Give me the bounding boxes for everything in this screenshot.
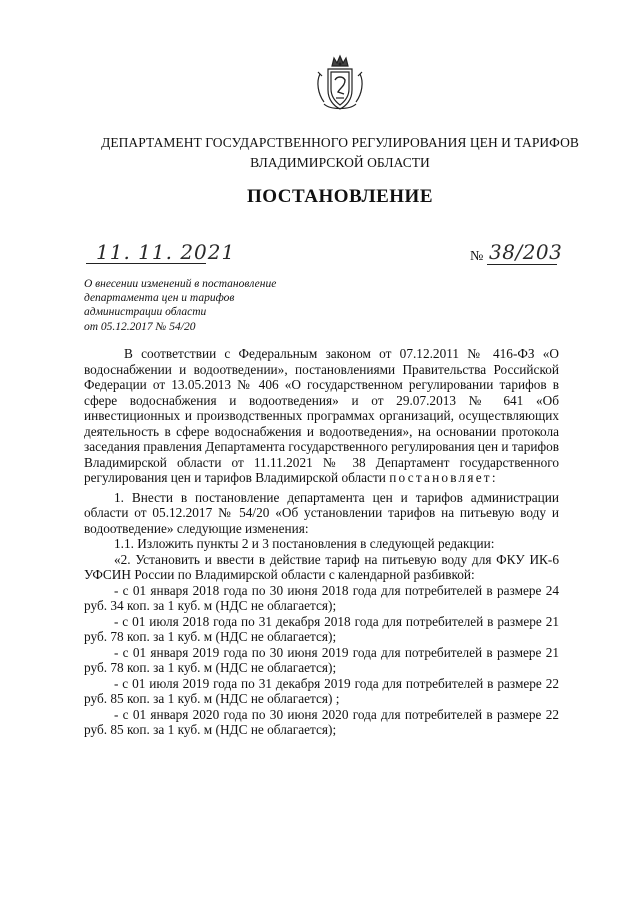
- preamble-resolution: постановляет:: [389, 470, 498, 485]
- preamble-text: В соответствии с Федеральным законом от 07.12.2011 № 416-ФЗ «О водоснабжении и водоотведении», постановлениями Правительства Российской Федерации от 13.05.2013 № 406 «О государственном регулировании тарифов в сфере водоснабжения и водоотведения» и от 29.07.2013 № 641 «Об инвестиционных и производственных программах организаций, осуществляющих деятельность в сфере водоснабжения и водоотведения», на основании протокола заседания правления Департамента государственного регулирования цен и тарифов Владимирской области от 11.11.2021 № 38 Департамент государственного регулирования цен и тарифов Владимирской области: [84, 346, 560, 485]
- preamble-paragraph: [84, 346, 559, 486]
- tariff-item: - с 01 января 2020 года по 30 июня 2020 года для потребителей в размере 22 руб. 85 коп. за 1 куб. м (НДС не облагается);: [84, 706, 559, 737]
- item-1-1-paragraph: 1.1. Изложить пункты 2 и 3 постановления в следующей редакции:: [114, 536, 495, 551]
- item-2-paragraph: «2. Установить и ввести в действие тариф на питьевую воду для ФКУ ИК-6 УФСИН России по Владимирской области с календарной разбивкой:: [84, 551, 559, 582]
- item-1-paragraph: 1. Внести в постановление департамента цен и тарифов администрации области от 05.12.2017 № 54/20 «Об установлении тарифов на питьевую воду и водоотведение» следующие изменения:: [84, 489, 559, 536]
- date-underline: [86, 263, 206, 264]
- document-date: 11. 11. 2021: [96, 240, 236, 264]
- tariff-item: - с 01 января 2019 года по 30 июня 2019 года для потребителей в размере 21 руб. 78 коп. за 1 куб. м (НДС не облагается);: [84, 644, 559, 675]
- number-underline: [487, 264, 557, 265]
- issuer-line-1: ДЕПАРТАМЕНТ ГОСУДАРСТВЕННОГО РЕГУЛИРОВАНИЯ ЦЕН И ТАРИФОВ: [101, 135, 579, 150]
- tariff-item: - с 01 июля 2019 года по 31 декабря 2019 года для потребителей в размере 22 руб. 85 коп. за 1 куб. м (НДС не облагается) ;: [84, 675, 559, 706]
- tariff-item: - с 01 января 2018 года по 30 июня 2018 года для потребителей в размере 24 руб. 34 коп. за 1 куб. м (НДС не облагается);: [84, 582, 559, 613]
- document-title: ПОСТАНОВЛЕНИЕ: [246, 186, 434, 207]
- number-label: №: [470, 249, 484, 264]
- subject-line: от 05.12.2017 № 54/20: [84, 320, 196, 333]
- subject-block: [84, 277, 324, 334]
- document-number: 38/203: [489, 240, 563, 264]
- subject-line: департамента цен и тарифов: [84, 292, 235, 305]
- document-body: [84, 346, 559, 738]
- coat-of-arms-emblem: [314, 54, 366, 114]
- subject-line: О внесении изменений в постановление: [84, 278, 277, 290]
- tariff-item: - с 01 июля 2018 года по 31 декабря 2018 года для потребителей в размере 21 руб. 78 коп. за 1 куб. м (НДС не облагается);: [84, 613, 559, 644]
- subject-line: администрации области: [84, 306, 207, 319]
- issuer-header: [0, 133, 640, 173]
- issuer-line-2: ВЛАДИМИРСКОЙ ОБЛАСТИ: [250, 155, 430, 170]
